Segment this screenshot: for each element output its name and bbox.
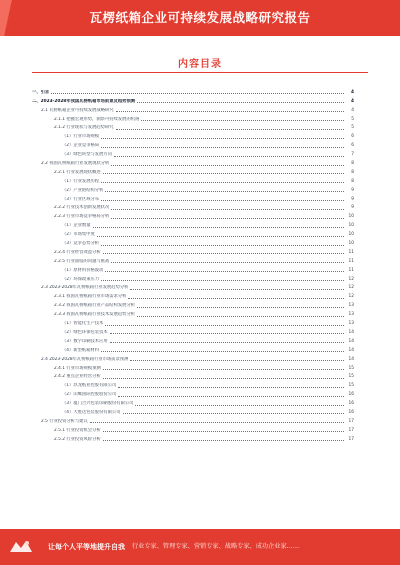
- toc-leader-dots: [101, 245, 344, 246]
- toc-entry-page: 16: [348, 401, 354, 407]
- toc-leader-dots: [105, 191, 344, 192]
- toc-entry-label: 2.5 行业投资分析与建议: [41, 418, 88, 424]
- toc-leader-dots: [105, 325, 344, 326]
- toc-entry-page: 14: [348, 329, 354, 335]
- toc-leader-dots: [111, 262, 344, 263]
- toc-entry[interactable]: [32, 345, 354, 354]
- table-of-contents: [32, 87, 354, 443]
- toc-entry-label: 2.5.2 行业投资风险分析: [54, 436, 101, 442]
- toc-entry-label: （1）智能化生产技术: [62, 321, 104, 327]
- toc-entry-page: 8: [351, 161, 354, 167]
- toc-leader-dots: [101, 147, 344, 148]
- toc-entry[interactable]: [32, 140, 354, 149]
- toc-entry-page: 10: [348, 214, 354, 220]
- toc-entry[interactable]: [32, 229, 354, 238]
- toc-leader-dots: [137, 316, 344, 317]
- toc-entry-label: 2.1 瓦楞纸箱企业可持续发展战略研究: [41, 107, 114, 113]
- toc-entry-label: （1）原材料价格波动: [62, 267, 104, 273]
- toc-entry[interactable]: [32, 336, 354, 345]
- toc-leader-dots: [111, 165, 344, 166]
- toc-leader-dots: [118, 387, 344, 388]
- toc-entry-page: 13: [348, 321, 354, 327]
- toc-leader-dots: [111, 218, 344, 219]
- toc-entry-page: 4: [351, 107, 354, 113]
- toc-leader-dots: [101, 182, 344, 183]
- toc-leader-dots: [103, 440, 344, 441]
- toc-entry-label: （3）行业区域分布: [62, 196, 100, 202]
- toc-entry-label: 2.2.2 行业技术创新发展状况: [54, 205, 110, 211]
- toc-entry-page: 17: [348, 418, 354, 424]
- toc-entry[interactable]: [32, 291, 354, 300]
- brand-logo-icon: [8, 538, 34, 556]
- toc-entry-label: （1）玖龙纸业控股有限公司: [62, 383, 117, 389]
- toc-leader-dots: [110, 333, 344, 334]
- page-footer: [0, 529, 400, 565]
- toc-leader-dots: [93, 227, 344, 228]
- toc-entry-label: 2.1.1 把握宏观形势，洞察可持续发展的机遇: [54, 116, 140, 122]
- toc-entry[interactable]: [32, 363, 354, 372]
- toc-leader-dots: [101, 200, 344, 201]
- toc-entry[interactable]: [32, 176, 354, 185]
- toc-leader-dots: [105, 271, 344, 272]
- toc-leader-dots: [103, 173, 344, 174]
- toc-entry-label: （2）产业链结构分析: [62, 187, 104, 193]
- toc-entry-page: 8: [351, 178, 354, 184]
- toc-entry-label: 2.3.1 我国瓦楞纸箱行业市场需求分析: [54, 294, 127, 300]
- toc-entry-page: 16: [348, 392, 354, 398]
- toc-heading: 内容目录: [178, 59, 222, 70]
- toc-entry-page: 12: [348, 294, 354, 300]
- toc-entry[interactable]: [32, 114, 354, 123]
- toc-entry-label: 一、引言: [32, 89, 50, 95]
- toc-entry[interactable]: [32, 96, 354, 105]
- toc-entry-page: 11: [348, 249, 354, 255]
- toc-leader-dots: [135, 405, 344, 406]
- toc-entry[interactable]: [32, 318, 354, 327]
- toc-entry-page: 12: [348, 285, 354, 291]
- toc-entry-page: 11: [348, 258, 354, 264]
- toc-entry-label: （1）企业数量: [62, 223, 91, 229]
- toc-leader-dots: [101, 280, 344, 281]
- footer-tagline: 行业专家、管理专家、营销专家、战略专家、成功企业家……: [132, 543, 300, 550]
- toc-entry-label: （1）行业市场规模: [62, 134, 100, 140]
- toc-entry[interactable]: [32, 256, 354, 265]
- toc-entry-page: 15: [348, 383, 354, 389]
- toc-entry-page: 13: [348, 312, 354, 318]
- toc-entry-label: 2.2.3 行业市场竞争格局分析: [54, 214, 110, 220]
- footer-slogan: 让每个人平等地提升自我: [48, 543, 125, 551]
- toc-leader-dots: [128, 298, 344, 299]
- toc-entry-label: （4）大胜达包装股份有限公司: [62, 409, 121, 415]
- toc-entry-page: 10: [348, 223, 354, 229]
- toc-entry[interactable]: [32, 398, 354, 407]
- toc-leader-dots: [90, 422, 344, 423]
- toc-entry-page: 5: [351, 116, 354, 122]
- toc-leader-dots: [103, 369, 344, 370]
- toc-leader-dots: [103, 253, 344, 254]
- toc-entry-page: 9: [351, 187, 354, 193]
- toc-entry[interactable]: [32, 300, 354, 309]
- toc-entry[interactable]: [32, 211, 354, 220]
- toc-leader-dots: [118, 396, 344, 397]
- toc-entry[interactable]: [32, 238, 354, 247]
- toc-entry-label: 2.3.3 我国瓦楞纸箱行业技术发展趋势分析: [54, 312, 136, 318]
- toc-leader-dots: [97, 236, 344, 237]
- toc-entry-label: 2.4.2 重点企业经营分析: [54, 374, 101, 380]
- toc-leader-dots: [130, 289, 344, 290]
- toc-entry-label: （2）市场集中度: [62, 232, 95, 238]
- toc-leader-dots: [123, 413, 344, 414]
- toc-entry[interactable]: [32, 131, 354, 140]
- toc-leader-dots: [101, 138, 344, 139]
- toc-leader-dots: [141, 120, 344, 121]
- toc-entry-label: （2）环保政策压力: [62, 276, 100, 282]
- toc-entry-page: 6: [351, 143, 354, 149]
- toc-entry[interactable]: [32, 425, 354, 434]
- toc-entry-page: 8: [351, 169, 354, 175]
- toc-entry-page: 9: [351, 205, 354, 211]
- toc-entry-page: 10: [348, 232, 354, 238]
- toc-entry-page: 5: [351, 125, 354, 131]
- toc-entry-page: 15: [348, 365, 354, 371]
- toc-entry-page: 4: [351, 89, 354, 95]
- toc-leader-dots: [110, 342, 344, 343]
- toc-entry[interactable]: [32, 194, 354, 203]
- toc-entry[interactable]: [32, 389, 354, 398]
- toc-entry-label: （2）企业竞争格局: [62, 143, 100, 149]
- toc-entry-label: （3）数字印刷技术应用: [62, 338, 108, 344]
- toc-entry[interactable]: [32, 407, 354, 416]
- toc-entry-label: 2.2.1 行业发展现状概述: [54, 169, 101, 175]
- toc-entry[interactable]: [32, 327, 354, 336]
- toc-entry[interactable]: [32, 309, 354, 318]
- toc-entry-label: （3）厦门合兴包装印刷股份有限公司: [62, 401, 134, 407]
- toc-entry-page: 15: [348, 374, 354, 380]
- toc-entry[interactable]: [32, 158, 354, 167]
- page-header: [0, 0, 400, 36]
- toc-entry[interactable]: [32, 274, 354, 283]
- toc-leader-dots: [103, 431, 344, 432]
- toc-entry-label: （3）竞争态势分析: [62, 241, 100, 247]
- toc-entry-label: （4）新型纸箱材料: [62, 347, 100, 353]
- toc-entry[interactable]: [32, 434, 354, 443]
- toc-entry-label: 2.2.4 行业经营效益分析: [54, 249, 101, 255]
- toc-leader-dots: [114, 156, 344, 157]
- toc-entry-label: 2.3 2023-2028年瓦楞纸箱行业发展趋势分析: [41, 285, 129, 291]
- toc-entry[interactable]: [32, 372, 354, 381]
- toc-entry-page: 14: [348, 356, 354, 362]
- toc-leader-dots: [111, 209, 344, 210]
- toc-divider: [32, 72, 368, 73]
- toc-entry[interactable]: [32, 265, 354, 274]
- toc-leader-dots: [116, 129, 344, 130]
- toc-leader-dots: [101, 351, 344, 352]
- toc-entry[interactable]: [32, 354, 354, 363]
- toc-entry-label: 2.2.5 行业面临的问题与挑战: [54, 258, 110, 264]
- toc-entry-page: 16: [348, 409, 354, 415]
- toc-entry[interactable]: [32, 87, 354, 96]
- toc-entry-label: 2.3.2 我国瓦楞纸箱行业产品结构发展分析: [54, 303, 136, 309]
- toc-entry-page: 4: [351, 98, 354, 104]
- toc-leader-dots: [130, 360, 344, 361]
- toc-entry-page: 10: [348, 241, 354, 247]
- toc-entry[interactable]: [32, 185, 354, 194]
- toc-entry-page: 9: [351, 196, 354, 202]
- toc-leader-dots: [116, 111, 344, 112]
- toc-entry[interactable]: [32, 203, 354, 212]
- toc-entry[interactable]: [32, 380, 354, 389]
- toc-entry-page: 14: [348, 338, 354, 344]
- toc-entry[interactable]: [32, 247, 354, 256]
- toc-entry[interactable]: [32, 416, 354, 425]
- toc-entry-label: 2.1.2 行业现状与发展趋势研究: [54, 125, 114, 131]
- toc-entry-label: 2.5.1 行业投资机会分析: [54, 427, 101, 433]
- toc-entry-page: 14: [348, 347, 354, 353]
- toc-entry-label: （1）行业发展历程: [62, 178, 100, 184]
- toc-entry-label: （3）绿色转型与发展方向: [62, 152, 112, 158]
- toc-leader-dots: [137, 307, 344, 308]
- toc-entry-label: 2.2 我国瓦楞纸箱行业发展现状分析: [41, 161, 110, 167]
- toc-entry-label: 2.4.1 行业市场规模预测: [54, 365, 101, 371]
- document-title: 瓦楞纸箱企业可持续发展战略研究报告: [89, 10, 311, 25]
- toc-entry-label: 二、2023-2028年我国瓦楞纸箱市场前景及趋势预测: [32, 98, 136, 104]
- toc-entry-label: （2）山鹰国际控股股份公司: [62, 392, 117, 398]
- toc-entry-label: （2）绿色环保包装技术: [62, 329, 108, 335]
- toc-entry[interactable]: [32, 105, 354, 114]
- toc-entry-page: 13: [348, 303, 354, 309]
- toc-entry[interactable]: [32, 167, 354, 176]
- toc-entry[interactable]: [32, 149, 354, 158]
- toc-entry-page: 17: [348, 436, 354, 442]
- toc-entry-page: 7: [351, 152, 354, 158]
- toc-leader-dots: [137, 102, 344, 103]
- toc-entry[interactable]: [32, 283, 354, 292]
- toc-entry[interactable]: [32, 123, 354, 132]
- toc-entry-page: 17: [348, 427, 354, 433]
- toc-entry-page: 6: [351, 134, 354, 140]
- toc-entry-label: 2.4 2023-2028年瓦楞纸箱行业市场前景预测: [41, 356, 129, 362]
- toc-entry-page: 12: [348, 276, 354, 282]
- toc-entry[interactable]: [32, 220, 354, 229]
- toc-leader-dots: [103, 378, 344, 379]
- toc-leader-dots: [51, 93, 344, 94]
- toc-entry-page: 11: [348, 267, 354, 273]
